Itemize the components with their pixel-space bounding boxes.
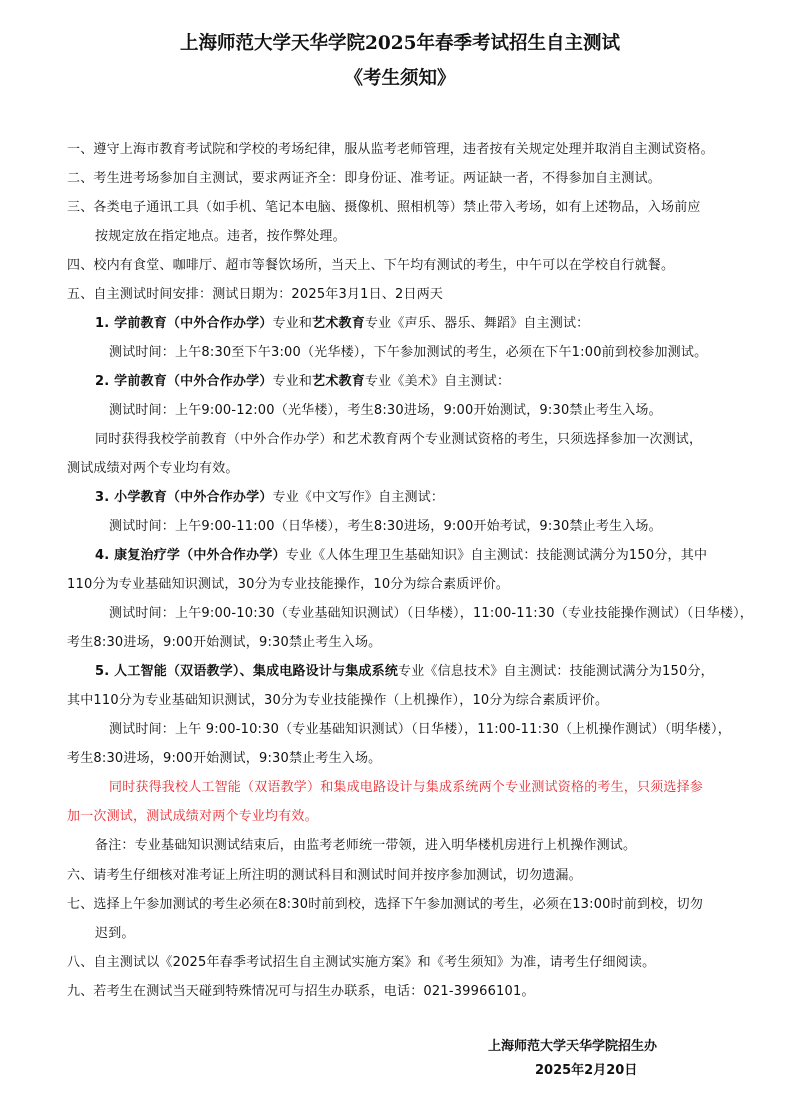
section-5-major: 人工智能（双语教学）、集成电路设计与集成系统 bbox=[114, 664, 399, 679]
section-3-time: 测试时间：上午9:00-11:00（日华楼），考生8:30进场，9:00开始考试，9:30禁止考生入场。 bbox=[109, 519, 662, 534]
item-4: 四、校内有食堂、咖啡厅、超市等餐饮场所，当天上、下午均有测试的考生，中午可以在学校自行就餐。 bbox=[67, 258, 675, 273]
section-4-number: 4. bbox=[95, 548, 115, 563]
signature-date: 2025年2月20日 bbox=[535, 1063, 638, 1078]
signature-org: 上海师范大学天华学院招生办 bbox=[488, 1039, 658, 1054]
section-4-subject: 专业《人体生理卫生基础知识》自主测试：技能测试满分为150分，其中 bbox=[285, 548, 708, 563]
section-5-time-line-2: 考生8:30进场，9:00开始测试，9:30禁止考生入场。 bbox=[67, 751, 382, 766]
section-1-connector: 专业和 bbox=[272, 316, 313, 331]
section-5-time-line-1: 测试时间：上午 9:00-10:30（专业基础知识测试）（日华楼），11:00-11:30（上机操作测试）（明华楼）， bbox=[109, 722, 731, 737]
item-8: 八、自主测试以《2025年春季考试招生自主测试实施方案》和《考生须知》为准，请考生仔细阅读。 bbox=[67, 955, 656, 970]
page-subtitle: 《考生须知》 bbox=[344, 68, 456, 89]
section-4-heading bbox=[95, 546, 707, 566]
section-5-heading bbox=[95, 662, 714, 682]
section-4-score: 110分为专业基础知识测试，30分为专业技能操作，10分为综合素质评价。 bbox=[67, 577, 510, 592]
section-3-number: 3. bbox=[95, 490, 115, 505]
section-1-major-2: 艺术教育 bbox=[312, 316, 365, 331]
section-1-time: 测试时间：上午8:30至下午3:00（光华楼），下午参加测试的考生，必须在下午1:00前到校参加测试。 bbox=[109, 345, 708, 360]
section-2-number: 2. bbox=[95, 374, 115, 389]
section-2-connector: 专业和 bbox=[272, 374, 313, 389]
section-5-red-note-line-2: 加一次测试，测试成绩对两个专业均有效。 bbox=[67, 809, 318, 824]
section-2-note-line-1: 同时获得我校学前教育（中外合作办学）和艺术教育两个专业测试资格的考生，只须选择参加一次测试， bbox=[95, 432, 703, 447]
section-5-subject: 专业《信息技术》自主测试：技能测试满分为150分， bbox=[398, 664, 714, 679]
section-2-heading bbox=[95, 372, 510, 392]
section-5-score: 其中110分为专业基础知识测试，30分为专业技能操作（上机操作），10分为综合素质评价。 bbox=[67, 693, 609, 708]
section-5-remark: 备注：专业基础知识测试结束后，由监考老师统一带领，进入明华楼机房进行上机操作测试。 bbox=[95, 838, 637, 853]
section-2-time: 测试时间：上午9:00-12:00（光华楼），考生8:30进场，9:00开始测试，9:30禁止考生入场。 bbox=[109, 403, 662, 418]
section-1-heading bbox=[95, 314, 589, 334]
item-7-line-1: 七、选择上午参加测试的考生必须在8:30时前到校，选择下午参加测试的考生，必须在13:00时前到校，切勿 bbox=[67, 897, 704, 912]
section-4-time-line-2: 考生8:30进场，9:00开始测试，9:30禁止考生入场。 bbox=[67, 635, 382, 650]
item-3-line-1: 三、各类电子通讯工具（如手机、笔记本电脑、摄像机、照相机等）禁止带入考场，如有上述物品，入场前应 bbox=[67, 200, 701, 215]
section-1-major-1: 学前教育（中外合作办学） bbox=[114, 316, 273, 331]
section-3-heading bbox=[95, 488, 444, 508]
section-5-red-note-line-1: 同时获得我校人工智能（双语教学）和集成电路设计与集成系统两个专业测试资格的考生，只须选择参 bbox=[109, 780, 704, 795]
section-1-subject: 专业《声乐、器乐、舞蹈》自主测试： bbox=[364, 316, 590, 331]
section-2-subject: 专业《美术》自主测试： bbox=[364, 374, 511, 389]
item-9: 九、若考生在测试当天碰到特殊情况可与招生办联系，电话：021-39966101。 bbox=[67, 984, 535, 999]
item-2: 二、考生进考场参加自主测试，要求两证齐全：即身份证、准考证。两证缺一者，不得参加自主测试。 bbox=[67, 171, 662, 186]
page-title: 上海师范大学天华学院2025年春季考试招生自主测试 bbox=[180, 33, 620, 54]
section-3-major: 小学教育（中外合作办学） bbox=[114, 490, 273, 505]
item-5: 五、自主测试时间安排：测试日期为：2025年3月1日、2日两天 bbox=[67, 287, 444, 302]
section-4-major: 康复治疗学（中外合作办学） bbox=[114, 548, 286, 563]
section-2-major-1: 学前教育（中外合作办学） bbox=[114, 374, 273, 389]
section-3-subject: 专业《中文写作》自主测试： bbox=[272, 490, 445, 505]
section-2-major-2: 艺术教育 bbox=[312, 374, 365, 389]
item-7-line-2: 迟到。 bbox=[95, 926, 135, 941]
section-4-time-line-1: 测试时间：上午9:00-10:30（专业基础知识测试）（日华楼），11:00-11:30（专业技能操作测试）（日华楼）， bbox=[109, 606, 753, 621]
section-5-number: 5. bbox=[95, 664, 115, 679]
section-2-note-line-2: 测试成绩对两个专业均有效。 bbox=[67, 461, 239, 476]
item-1: 一、遵守上海市教育考试院和学校的考场纪律，服从监考老师管理，违者按有关规定处理并取消自主测试资格。 bbox=[67, 142, 714, 157]
section-1-number: 1. bbox=[95, 316, 115, 331]
item-3-line-2: 按规定放在指定地点。违者，按作弊处理。 bbox=[95, 229, 346, 244]
item-6: 六、请考生仔细核对准考证上所注明的测试科目和测试时间并按序参加测试，切勿遗漏。 bbox=[67, 868, 582, 883]
